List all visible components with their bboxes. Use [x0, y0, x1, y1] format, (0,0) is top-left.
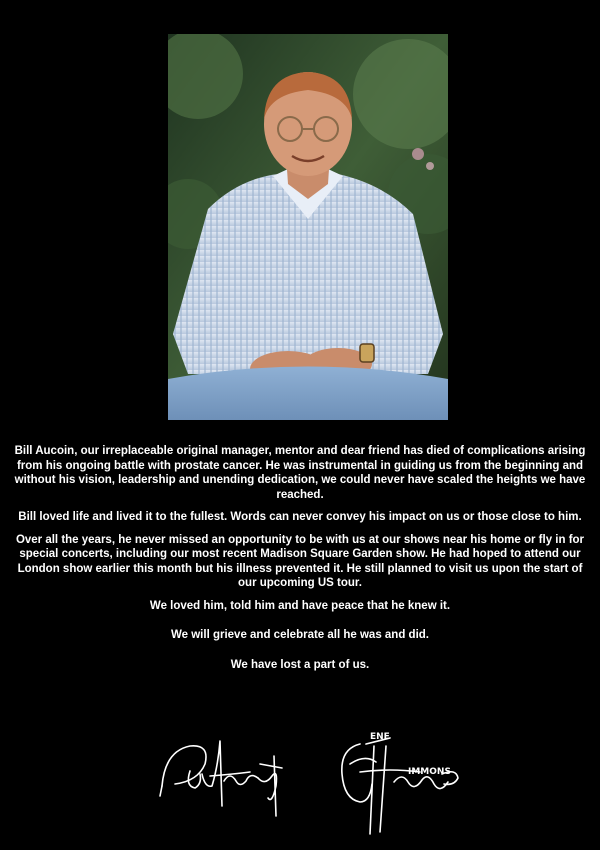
tribute-text	[12, 444, 588, 687]
tribute-paragraph: Bill Aucoin, our irreplaceable original manager, mentor and dear friend has died of complications arising from his ongoing battle with prostate cancer. He was instrumental in guiding us from the beginning and without his vision, leadership and unending dedication, we could never have scaled the heights we have reached.	[14, 445, 586, 501]
gene-signature-label-top: ENE	[370, 732, 390, 742]
gene-signature-label-bottom: IMMONS	[408, 767, 451, 777]
closing-line: We loved him, told him and have peace that he knew it.	[149, 599, 451, 612]
tribute-paragraph: Bill loved life and lived it to the fullest. Words can never convey his impact on us or those close to him.	[18, 511, 582, 523]
portrait-photo	[168, 34, 448, 420]
closing-line: We have lost a part of us.	[230, 658, 370, 671]
tribute-paragraph: Over all the years, he never missed an opportunity to be with us at our shows near his home or fly in for special concerts, including our most recent Madison Square Garden show. He had hoped to attend our London show earlier this month but his illness prevented it. He still planned to visit us upon the start of our upcoming US tour.	[15, 533, 585, 589]
signature-paul-stanley	[150, 726, 300, 826]
closing-line: We will grieve and celebrate all he was and did.	[171, 629, 429, 641]
signatures	[0, 720, 600, 840]
signature-gene-simmons	[330, 724, 465, 839]
